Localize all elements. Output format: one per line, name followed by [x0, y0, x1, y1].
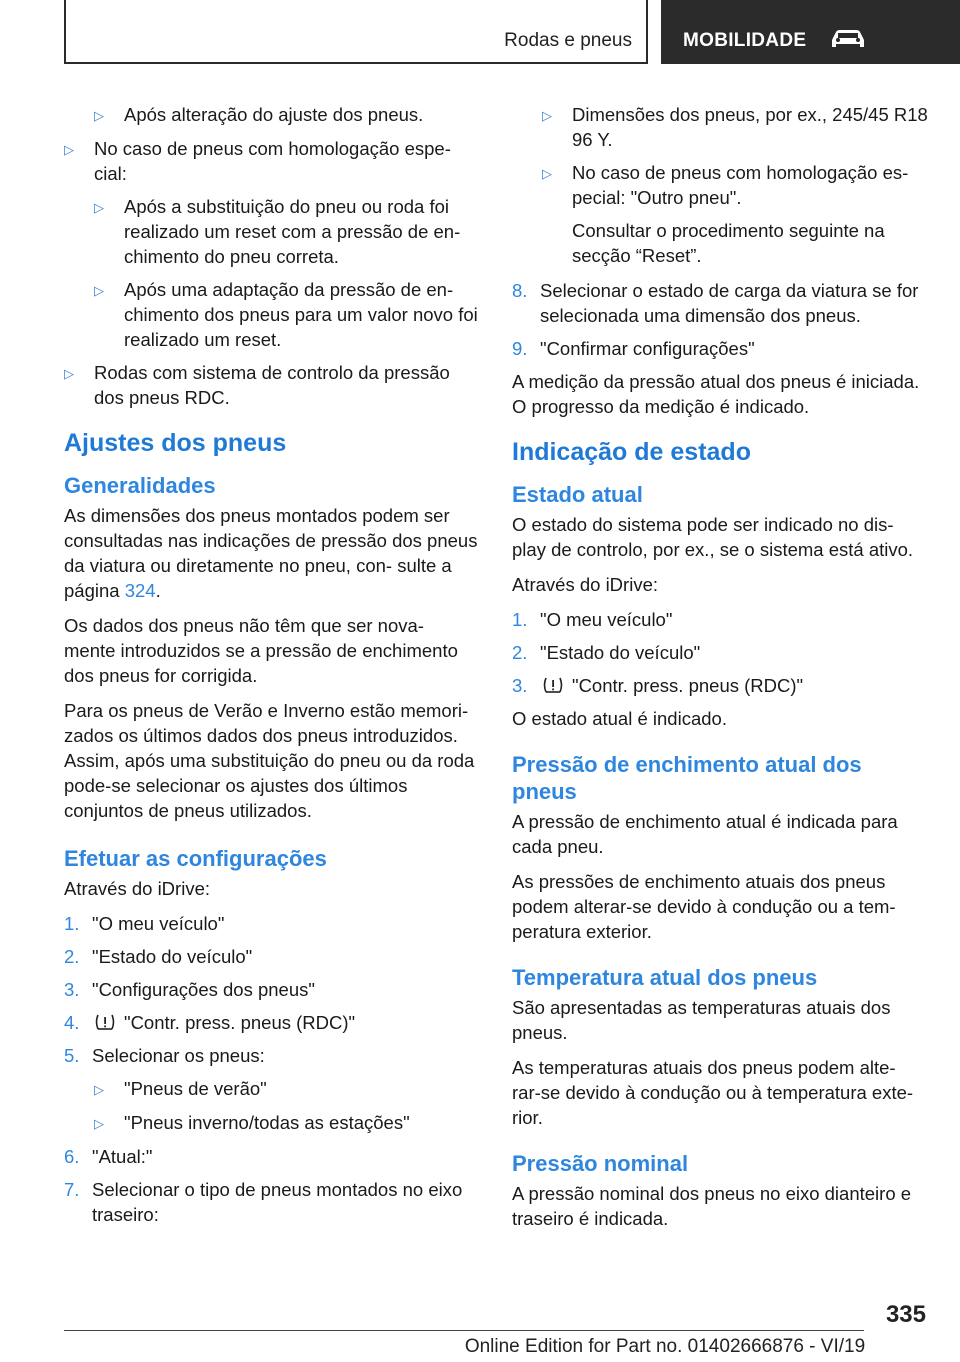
triangle-right-icon: ▷ [94, 283, 104, 298]
page-number: 335 [885, 1301, 926, 1328]
triangle-right-icon: ▷ [94, 200, 104, 215]
triangle-right-icon: ▷ [94, 1082, 104, 1097]
paragraph: Para os pneus de Verão e Inverno estão memori‐ zados os últimos dados dos pneus introduzidos. Assim, após uma substituição do pneu ou da roda pode-se selecionar os ajustes dos últimos conjuntos de pneus utilizados. [64, 700, 475, 821]
step-item: 1. "O meu veículo" [512, 609, 673, 630]
paragraph: Os dados dos pneus não têm que ser nova‐ mente introduzidos se a pressão de enchimento dos pneus for corrigida. [64, 615, 458, 686]
triangle-right-icon: ▷ [64, 366, 74, 381]
page-header [64, 0, 960, 66]
edition-footer: Online Edition for Part no. 01402666876 - VI/19 [464, 1336, 866, 1357]
step-item: 8. Selecionar o estado de carga da viatura se for selecionada uma dimensão dos pneus. [512, 280, 919, 326]
list-item: ▷ "Pneus de verão" [94, 1076, 480, 1102]
step-item: 2. "Estado do veículo" [64, 946, 253, 967]
paragraph: A pressão nominal dos pneus no eixo dianteiro e traseiro é indicada. [512, 1183, 912, 1229]
tire-pressure-warning-icon [542, 675, 564, 695]
heading-ajustes: Ajustes dos pneus [64, 429, 287, 457]
step-item: 4. "Contr. press. pneus (RDC)" [64, 1012, 356, 1033]
paragraph: As pressões de enchimento atuais dos pneus podem alterar-se devido à condução ou a tem‐ peratura exterior. [512, 871, 896, 942]
triangle-right-icon: ▷ [542, 166, 552, 181]
step-item: 3. "Contr. press. pneus (RDC)" [512, 675, 804, 696]
paragraph: As temperaturas atuais dos pneus podem alte‐ rar-se devido à condução ou à temperatura exte‐ rior. [512, 1057, 914, 1128]
paragraph: Através do iDrive: [512, 574, 658, 595]
paragraph: A pressão de enchimento atual é indicada para cada pneu. [512, 811, 898, 857]
section-title: Rodas e pneus [504, 30, 632, 51]
heading-pressao-atual: Pressão de enchimento atual dos pneus [512, 752, 862, 804]
paragraph: O estado do sistema pode ser indicado no dis‐ play de controlo, por ex., se o sistema está ativo. [512, 514, 914, 560]
heading-indicacao: Indicação de estado [512, 438, 751, 466]
step-item: 2. "Estado do veículo" [512, 642, 701, 663]
heading-efetuar: Efetuar as configurações [64, 846, 327, 871]
triangle-right-icon: ▷ [94, 1116, 104, 1131]
heading-temperatura: Temperatura atual dos pneus [512, 965, 818, 990]
list-item: ▷ Após a substituição do pneu ou roda foi realizado um reset com a pressão de en‐ chimento do pneu correta. [94, 196, 461, 267]
step-item: 6. "Atual:" [64, 1146, 153, 1167]
step-item: 5. Selecionar os pneus: [64, 1045, 265, 1066]
list-item: ▷ No caso de pneus com homologação es‐ pecial: "Outro pneu". [542, 162, 909, 208]
footer-divider [64, 1330, 864, 1331]
paragraph: São apresentadas as temperaturas atuais dos pneus. [512, 997, 891, 1043]
paragraph: Consultar o procedimento seguinte na secção “Reset”. [572, 220, 885, 266]
paragraph: O estado atual é indicado. [512, 708, 727, 729]
triangle-right-icon: ▷ [64, 142, 74, 157]
list-item: ▷ Rodas com sistema de controlo da pressão dos pneus RDC. [64, 362, 450, 408]
section-tab [64, 0, 648, 64]
tire-pressure-warning-icon [94, 1012, 116, 1032]
list-item: ▷ Após uma adaptação da pressão de en‐ chimento dos pneus para um valor novo foi realizado um reset. [94, 279, 478, 350]
paragraph: Através do iDrive: [64, 878, 210, 899]
list-item: ▷ No caso de pneus com homologação espe‐ cial: [64, 138, 451, 184]
step-item: 3. "Configurações dos pneus" [64, 979, 315, 1000]
list-item: ▷ Dimensões dos pneus, por ex., 245/45 R18 96 Y. [542, 104, 928, 150]
paragraph: A medição da pressão atual dos pneus é iniciada. O progresso da medição é indicado. [512, 371, 920, 417]
triangle-right-icon: ▷ [542, 108, 552, 123]
heading-pressao-nominal: Pressão nominal [512, 1151, 689, 1176]
triangle-right-icon: ▷ [94, 108, 104, 123]
list-item: ▷ "Pneus inverno/todas as estações" [94, 1110, 480, 1136]
chapter-tab [661, 0, 960, 64]
left-column [64, 102, 480, 1235]
heading-generalidades: Generalidades [64, 473, 216, 498]
chapter-title: MOBILIDADE [683, 30, 807, 51]
heading-estado-atual: Estado atual [512, 482, 643, 507]
paragraph: As dimensões dos pneus montados podem ser consultadas nas indicações de pressão dos pneus da viatura ou diretamente no pneu, con‐ sulte a página 324. [64, 505, 478, 601]
step-item: 7. Selecionar o tipo de pneus montados no eixo traseiro: [64, 1179, 463, 1225]
right-column [512, 102, 928, 1241]
step-item: 1. "O meu veículo" [64, 913, 225, 934]
step-item: 9. "Confirmar configurações" [512, 338, 755, 359]
list-item: ▷ Após alteração do ajuste dos pneus. [94, 102, 480, 128]
car-icon [829, 27, 867, 51]
page-link[interactable]: 324 [124, 580, 156, 601]
